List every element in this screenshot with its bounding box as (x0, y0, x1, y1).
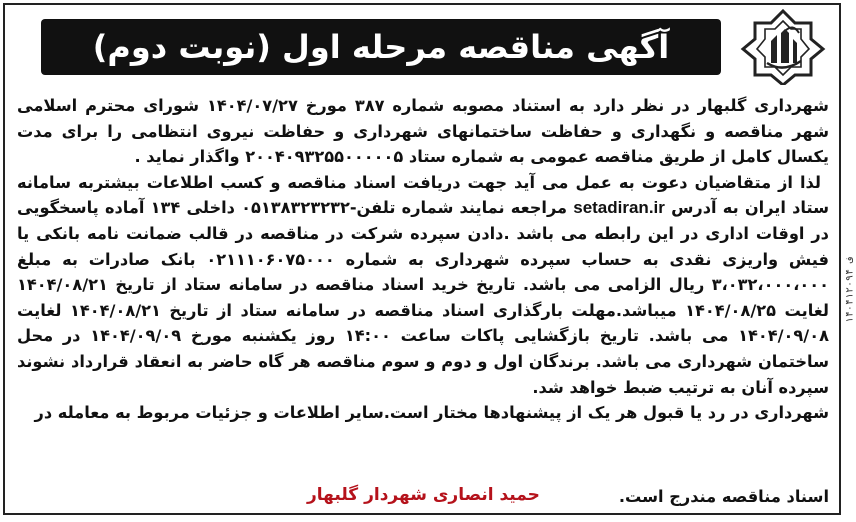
reference-number: ۱۴۰۴۱۲۰۹۴ ف (844, 256, 855, 324)
details-text-start: لذا از متقاضیان دعوت به عمل می آید جهت دریافت اسناد مناقصه و کسب اطلاعات بیشتربه سامانه ستاد ایران به آدرس (17, 172, 830, 218)
paragraph-rights-reserved: شهرداری در رد یا قبول هر یک از پیشنهادها مختار است.سایر اطلاعات و جزئیات مربوط به معامله در (34, 403, 829, 423)
signature-row (17, 487, 829, 515)
notice-frame (3, 3, 841, 515)
notice-title: آگهی مناقصه مرحله اول (نوبت دوم) (92, 28, 670, 66)
paragraph-tender-details (17, 170, 829, 400)
notice-body (17, 93, 829, 426)
closing-line: اسناد مناقصه مندرج است. (618, 487, 829, 506)
mayor-signature: حمید انصاری شهردار گلبهار (307, 485, 540, 505)
paragraph-tender-intro: شهرداری گلبهار در نظر دارد به استناد مصوبه شماره ۳۸۷ مورخ ۱۴۰۴/۰۷/۲۷ شورای محترم اسلامی شهر مناقصه و نگهداری و حفاظت ساختمانهای شهرداری و حفاظت نیروی انتظامی را برای مدت یکسال کامل از طریق مناقصه عمومی به شماره ستاد ۲۰۰۴۰۹۳۲۵۵۰۰۰۰۰۵ واگذار نماید . (17, 96, 829, 167)
notice-header (5, 5, 839, 89)
municipality-emblem-icon (735, 9, 831, 85)
side-reference-code (843, 80, 856, 500)
setadiran-link[interactable]: setadiran.ir (573, 198, 665, 218)
details-text-end: مراجعه نمایند شماره تلفن-۰۵۱۳۸۳۲۳۲۳۲ داخلی ۱۳۴ آماده پاسخگویی در اوقات اداری در این رابطه می باشد .دادن سپرده شرکت در مناقصه در قالب ضمانت نامه بانکی یا فیش واریزی نقدی به حساب سپرده شهرداری به شماره ۰۲۱۱۱۰۶۰۷۵۰۰۰ بانک صادرات به مبلغ ۳،۰۳۲،۰۰۰،۰۰۰ ریال الزامی می باشد. تاریخ خرید اسناد مناقصه در سامانه ستاد از تاریخ ۱۴۰۴/۰۸/۲۱ لغایت ۱۴۰۴/۰۸/۲۵ میباشد.مهلت بارگذاری اسناد مناقصه در سامانه ستاد از تاریخ ۱۴۰۴/۰۸/۲۱ لغایت ۱۴۰۴/۰۹/۰۸ می باشد. تاریخ بازگشایی پاکات ساعت ۱۴:۰۰ روز یکشنبه مورخ ۱۴۰۴/۰۹/۰۹ در محل ساختمان شهرداری می باشد. برندگان اول و دوم و سوم مناقصه هر گاه حاضر به انعقاد قرارداد نشوند سپرده آنان به ترتیب ضبط خواهد شد. (17, 198, 830, 397)
title-band (41, 19, 721, 75)
